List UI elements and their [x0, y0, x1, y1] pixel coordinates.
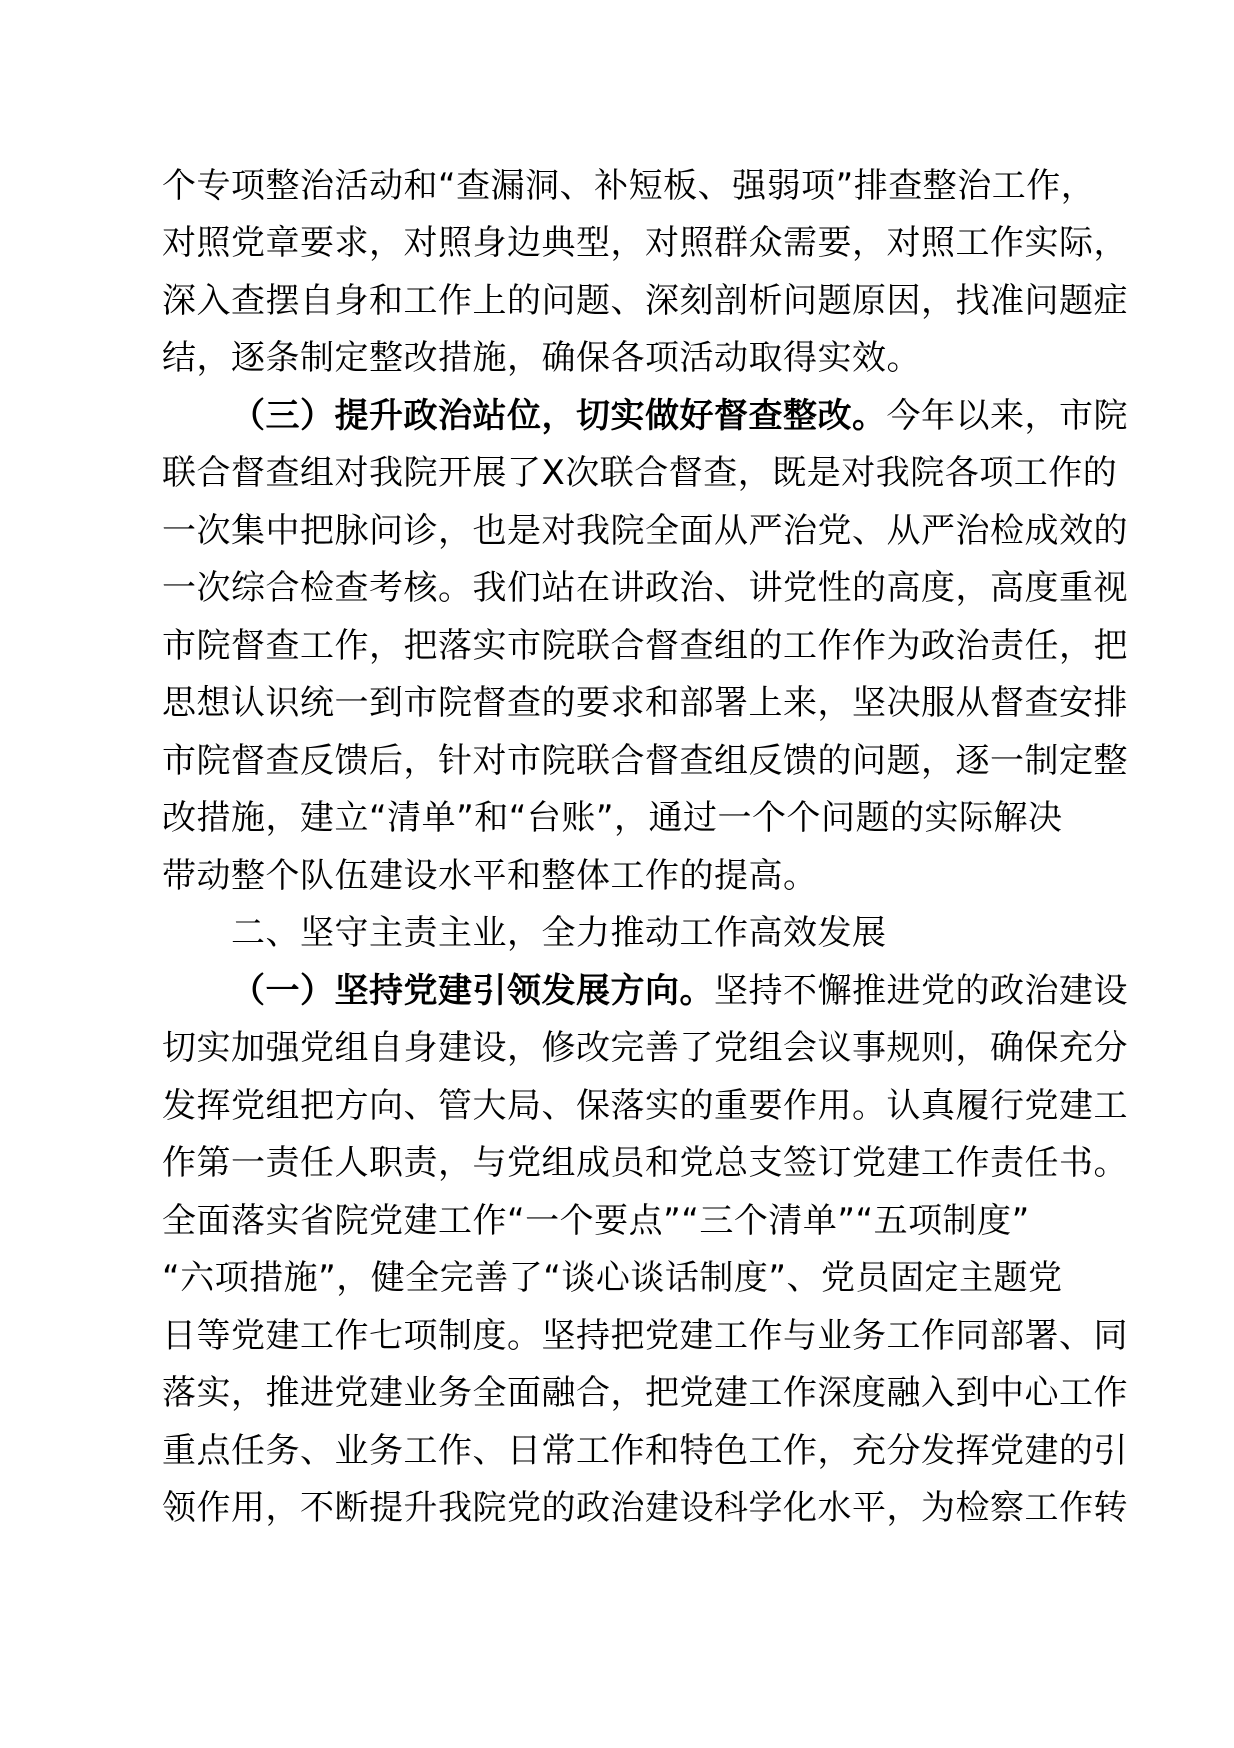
paragraph-line: 个专项整治活动和“查漏洞、补短板、强弱项”排查整治工作，: [162, 166, 1096, 206]
section-heading: （三）提升政治站位，切实做好督查整改。: [231, 396, 887, 436]
paragraph-line: 深入查摆自身和工作上的问题、深刻剖析问题原因，找准问题症: [162, 281, 1128, 321]
paragraph-line: 落实，推进党建业务全面融合，把党建工作深度融入到中心工作: [162, 1373, 1128, 1413]
paragraph-line: 市院督查工作，把落实市院联合督查组的工作作为政治责任，把: [162, 626, 1128, 666]
paragraph-line: 改措施，建立“清单”和“台账”，通过一个个问题的实际解决: [162, 798, 1063, 838]
section-heading-line: [231, 396, 1128, 436]
paragraph-line: 发挥党组把方向、管大局、保落实的重要作用。认真履行党建工: [162, 1086, 1128, 1126]
paragraph-text: 今年以来，市院: [886, 396, 1128, 436]
paragraph-line: 领作用，不断提升我院党的政治建设科学化水平，为检察工作转: [162, 1488, 1128, 1528]
section-heading-line: [231, 971, 1128, 1011]
paragraph-line: 结，逐条制定整改措施，确保各项活动取得实效。: [162, 338, 921, 378]
paragraph-line: 日等党建工作七项制度。坚持把党建工作与业务工作同部署、同: [162, 1316, 1128, 1356]
paragraph-line: 带动整个队伍建设水平和整体工作的提高。: [162, 856, 818, 896]
paragraph-line: 联合督查组对我院开展了X次联合督查，既是对我院各项工作的: [162, 453, 1118, 493]
paragraph-line: 对照党章要求，对照身边典型，对照群众需要，对照工作实际，: [162, 223, 1128, 263]
paragraph-line: 全面落实省院党建工作“一个要点”“三个清单”“五项制度”: [162, 1201, 1030, 1241]
paragraph-line: “六项措施”，健全完善了“谈心谈话制度”、党员固定主题党: [162, 1258, 1063, 1298]
paragraph-line: 一次集中把脉问诊，也是对我院全面从严治党、从严治检成效的: [162, 511, 1128, 551]
paragraph-line: 重点任务、业务工作、日常工作和特色工作，充分发挥党建的引: [162, 1431, 1128, 1471]
paragraph-line: 市院督查反馈后，针对市院联合督查组反馈的问题，逐一制定整: [162, 741, 1128, 781]
chapter-heading: 二、坚守主责主业，全力推动工作高效发展: [231, 913, 887, 953]
paragraph-line: 一次综合检查考核。我们站在讲政治、讲党性的高度，高度重视: [162, 568, 1128, 608]
paragraph-line: 思想认识统一到市院督查的要求和部署上来，坚决服从督查安排: [162, 683, 1128, 723]
section-heading: （一）坚持党建引领发展方向。: [231, 971, 714, 1011]
paragraph-text: 坚持不懈推进党的政治建设: [714, 971, 1128, 1011]
paragraph-line: 切实加强党组自身建设，修改完善了党组会议事规则，确保充分: [162, 1028, 1128, 1068]
paragraph-line: 作第一责任人职责，与党组成员和党总支签订党建工作责任书。: [162, 1143, 1128, 1183]
